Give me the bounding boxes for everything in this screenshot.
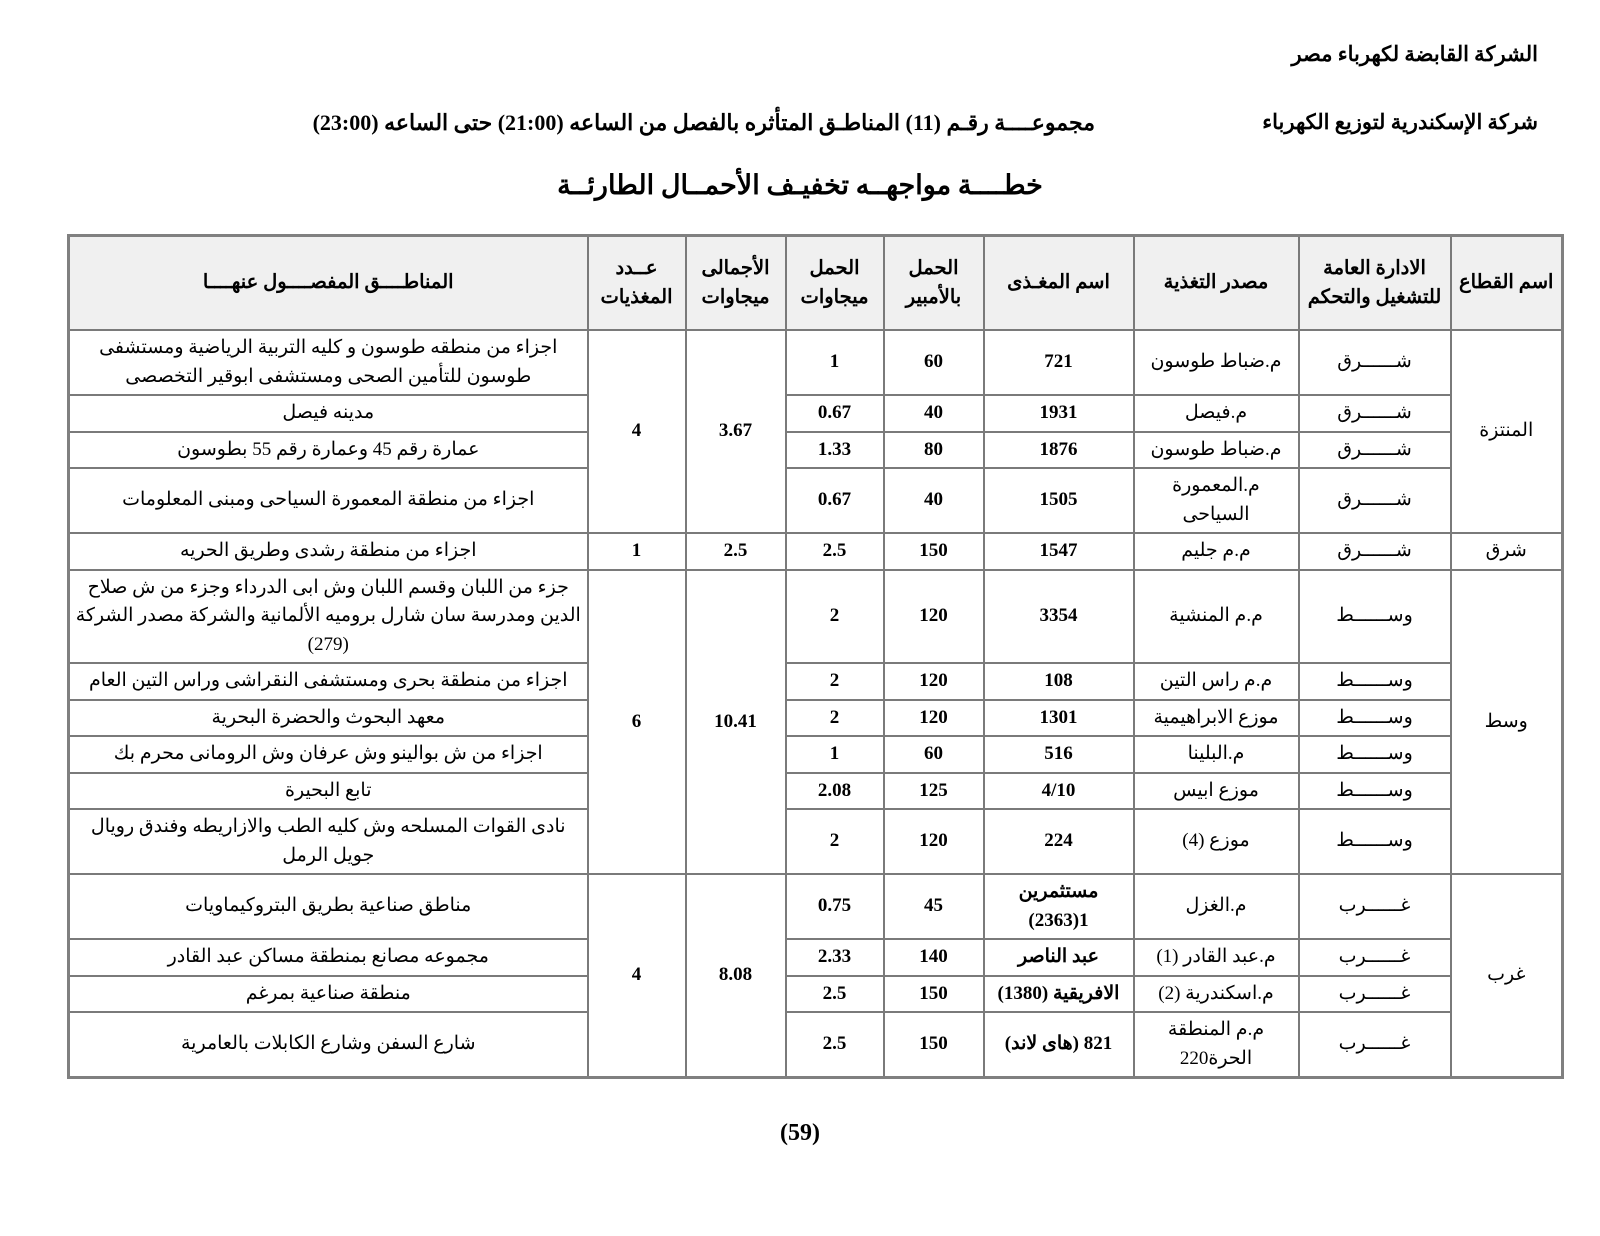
cell-mw: 2.33 (786, 939, 884, 976)
cell-feeder: مستثمرين 1(2363) (984, 874, 1134, 939)
cell-feeder: 1931 (984, 395, 1134, 432)
cell-source: م.م جليم (1134, 533, 1299, 570)
cell-source: م.البلينا (1134, 736, 1299, 773)
cell-department: غــــــرب (1299, 874, 1451, 939)
cell-amp: 60 (884, 736, 984, 773)
cell-sector: وسط (1451, 570, 1563, 875)
cell-mw: 2.5 (786, 1012, 884, 1078)
cell-department: وســــــط (1299, 809, 1451, 874)
cell-feeder: 3354 (984, 570, 1134, 664)
cell-amp: 150 (884, 1012, 984, 1078)
table-row (69, 809, 1563, 874)
cell-feeder-count: 6 (588, 570, 686, 875)
cell-department: شــــــرق (1299, 330, 1451, 395)
cell-areas: شارع السفن وشارع الكابلات بالعامرية (69, 1012, 588, 1078)
cell-department: شــــــرق (1299, 395, 1451, 432)
cell-source: م.عبد القادر (1) (1134, 939, 1299, 976)
cell-areas: تابع البحيرة (69, 773, 588, 810)
cell-feeder-count: 1 (588, 533, 686, 570)
cell-source: م.فيصل (1134, 395, 1299, 432)
cell-areas: اجزاء من منطقة بحرى ومستشفى النقراشى وراس التين العام (69, 663, 588, 700)
column-header-total (686, 236, 786, 331)
cell-source: م.م المنطقة الحرة220 (1134, 1012, 1299, 1078)
cell-amp: 120 (884, 809, 984, 874)
cell-areas: اجزاء من ش بوالينو وش عرفان وش الرومانى محرم بك (69, 736, 588, 773)
cell-department: وســــــط (1299, 663, 1451, 700)
cell-source: م.اسكندرية (2) (1134, 976, 1299, 1013)
cell-department: وســــــط (1299, 773, 1451, 810)
cell-amp: 120 (884, 663, 984, 700)
cell-amp: 125 (884, 773, 984, 810)
cell-amp: 45 (884, 874, 984, 939)
cell-department: غــــــرب (1299, 976, 1451, 1013)
column-header-count-line1: عــدد (615, 257, 658, 279)
table-row (69, 570, 1563, 664)
table-row (69, 700, 1563, 737)
cell-areas: مدينه فيصل (69, 395, 588, 432)
cell-mw: 2.5 (786, 533, 884, 570)
table-row (69, 976, 1563, 1013)
column-header-mw-line2: ميجاوات (800, 287, 869, 308)
cell-total-mw: 3.67 (686, 330, 786, 533)
cell-feeder-count: 4 (588, 330, 686, 533)
cell-areas: نادى القوات المسلحه وش كليه الطب والازاريطه وفندق رويال جويل الرمل (69, 809, 588, 874)
cell-mw: 2.08 (786, 773, 884, 810)
table-row (69, 395, 1563, 432)
column-header-mw (786, 236, 884, 331)
cell-mw: 1 (786, 330, 884, 395)
load-shedding-table-wrapper (70, 234, 1564, 1079)
cell-mw: 0.75 (786, 874, 884, 939)
cell-feeder: 1505 (984, 468, 1134, 533)
cell-department: وســــــط (1299, 736, 1451, 773)
column-header-total-line1: الأجمالى (701, 257, 770, 279)
cell-amp: 80 (884, 432, 984, 469)
table-row (69, 939, 1563, 976)
table-header-row (69, 236, 1563, 331)
cell-amp: 150 (884, 976, 984, 1013)
cell-total-mw: 2.5 (686, 533, 786, 570)
distribution-company-title: شركة الإسكندرية لتوزيع الكهرباء (1262, 110, 1538, 134)
column-header-count-line2: المغذيات (600, 287, 673, 308)
cell-total-mw: 8.08 (686, 874, 786, 1078)
cell-feeder-count: 4 (588, 874, 686, 1078)
column-header-department (1299, 236, 1451, 331)
cell-areas: اجزاء من منطقة المعمورة السياحى ومبنى المعلومات (69, 468, 588, 533)
column-header-areas: المناطــــق المفصــــول عنهــــا (69, 236, 588, 331)
cell-source: م.ضباط طوسون (1134, 432, 1299, 469)
cell-department: شــــــرق (1299, 432, 1451, 469)
cell-mw: 2 (786, 663, 884, 700)
cell-source: موزع ابيس (1134, 773, 1299, 810)
column-header-count (588, 236, 686, 331)
cell-mw: 2.5 (786, 976, 884, 1013)
cell-department: وســــــط (1299, 700, 1451, 737)
cell-feeder: 4/10 (984, 773, 1134, 810)
cell-source: م.ضباط طوسون (1134, 330, 1299, 395)
column-header-total-line2: ميجاوات (701, 287, 770, 308)
cell-source: م.المعمورة السياحى (1134, 468, 1299, 533)
column-header-sector: اسم القطاع (1451, 236, 1563, 331)
cell-feeder: 821 (هاى لاند) (984, 1012, 1134, 1078)
cell-source: م.الغزل (1134, 874, 1299, 939)
load-shedding-table (67, 234, 1564, 1079)
cell-feeder: 224 (984, 809, 1134, 874)
cell-areas: منطقة صناعية بمرغم (69, 976, 588, 1013)
cell-areas: عمارة رقم 45 وعمارة رقم 55 بطوسون (69, 432, 588, 469)
column-header-amp (884, 236, 984, 331)
column-header-amp-line1: الحمل (908, 257, 959, 279)
cell-feeder: 721 (984, 330, 1134, 395)
cell-mw: 0.67 (786, 395, 884, 432)
column-header-feeder: اسم المغـذى (984, 236, 1134, 331)
table-row (69, 736, 1563, 773)
cell-source: موزع (4) (1134, 809, 1299, 874)
cell-feeder: 1547 (984, 533, 1134, 570)
cell-amp: 120 (884, 570, 984, 664)
cell-mw: 2 (786, 809, 884, 874)
cell-feeder: 516 (984, 736, 1134, 773)
cell-areas: مناطق صناعية بطريق البتروكيماويات (69, 874, 588, 939)
cell-department: شــــــرق (1299, 468, 1451, 533)
column-header-department-line2: للتشغيل والتحكم (1307, 287, 1442, 308)
cell-mw: 0.67 (786, 468, 884, 533)
column-header-source: مصدر التغذية (1134, 236, 1299, 331)
table-row (69, 533, 1563, 570)
cell-mw: 2 (786, 700, 884, 737)
page-title: خطــــة مواجهــه تخفيـف الأحمــال الطارئــة (557, 170, 1043, 200)
cell-areas: معهد البحوث والحضرة البحرية (69, 700, 588, 737)
cell-feeder: 1876 (984, 432, 1134, 469)
holding-company-title: الشركة القابضة لكهرباء مصر (1291, 42, 1538, 66)
cell-department: وســــــط (1299, 570, 1451, 664)
cell-amp: 60 (884, 330, 984, 395)
table-body (69, 330, 1563, 1078)
cell-department: غــــــرب (1299, 1012, 1451, 1078)
cell-department: شــــــرق (1299, 533, 1451, 570)
cell-source: م.م المنشية (1134, 570, 1299, 664)
cell-amp: 140 (884, 939, 984, 976)
table-row (69, 1012, 1563, 1078)
cell-mw: 1 (786, 736, 884, 773)
cell-sector: المنتزة (1451, 330, 1563, 533)
table-row (69, 432, 1563, 469)
cell-sector: غرب (1451, 874, 1563, 1078)
cell-areas: مجموعه مصانع بمنطقة مساكن عبد القادر (69, 939, 588, 976)
table-row (69, 663, 1563, 700)
page-number: (59) (780, 1120, 820, 1146)
cell-mw: 2 (786, 570, 884, 664)
column-header-department-line1: الادارة العامة (1323, 257, 1426, 279)
cell-feeder: عبد الناصر (984, 939, 1134, 976)
column-header-amp-line2: بالأمبير (905, 287, 962, 308)
cell-feeder: الافريقية (1380) (984, 976, 1134, 1013)
table-row (69, 874, 1563, 939)
cell-mw: 1.33 (786, 432, 884, 469)
group-subtitle: مجموعــــة رقـم (11) المناطـق المتأثره بالفصل من الساعه (21:00) حتى الساعه (23:00) (312, 110, 1095, 135)
column-header-mw-line1: الحمل (809, 257, 860, 279)
cell-source: م.م راس التين (1134, 663, 1299, 700)
cell-source: موزع الابراهيمية (1134, 700, 1299, 737)
cell-areas: اجزاء من منطقه طوسون و كليه التربية الرياضية ومستشفى طوسون للتأمين الصحى ومستشفى ابوقير التخصصى (69, 330, 588, 395)
cell-feeder: 1301 (984, 700, 1134, 737)
cell-sector: شرق (1451, 533, 1563, 570)
cell-amp: 120 (884, 700, 984, 737)
table-row (69, 330, 1563, 395)
table-row (69, 468, 1563, 533)
cell-feeder: 108 (984, 663, 1134, 700)
cell-areas: جزء من اللبان وقسم اللبان وش ابى الدرداء وجزء من ش صلاح الدين ومدرسة سان شارل بروميه الألمانية والشركة مصدر الشركة (279) (69, 570, 588, 664)
cell-amp: 40 (884, 395, 984, 432)
cell-areas: اجزاء من منطقة رشدى وطريق الحريه (69, 533, 588, 570)
cell-department: غــــــرب (1299, 939, 1451, 976)
cell-total-mw: 10.41 (686, 570, 786, 875)
cell-amp: 150 (884, 533, 984, 570)
table-row (69, 773, 1563, 810)
cell-amp: 40 (884, 468, 984, 533)
